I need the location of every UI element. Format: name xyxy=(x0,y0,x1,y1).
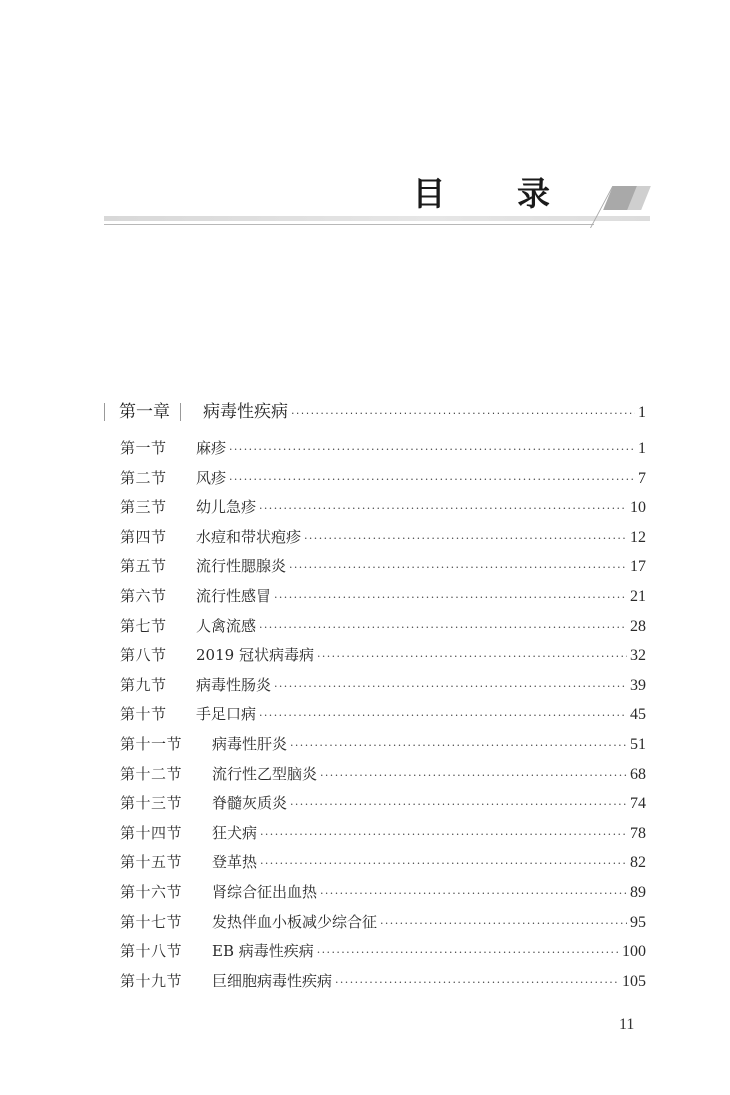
section-number: 第八节 xyxy=(120,646,167,665)
toc-entry[interactable] xyxy=(104,970,646,1000)
section-number: 第十三节 xyxy=(120,794,183,813)
section-page: 51 xyxy=(630,735,646,753)
toc-entry[interactable] xyxy=(104,585,646,615)
section-number: 第十二节 xyxy=(120,764,183,783)
section-title: 病毒性肠炎 xyxy=(196,675,272,694)
toc-entry[interactable] xyxy=(104,733,646,763)
page-title: 目 录 xyxy=(412,174,580,213)
section-page: 89 xyxy=(630,883,646,901)
toc-entry[interactable] xyxy=(104,467,646,497)
section-page: 95 xyxy=(630,913,646,931)
leader-dots xyxy=(304,532,627,545)
header-rule-thick xyxy=(104,216,650,221)
section-page: 74 xyxy=(630,795,646,813)
chapter-entry[interactable] xyxy=(104,397,646,427)
section-title: 发热伴血小板减少综合征 xyxy=(212,912,378,931)
toc-entry[interactable] xyxy=(104,911,646,941)
leader-dots xyxy=(260,857,627,870)
header-rule-thin xyxy=(104,224,594,225)
chapter-bar-left xyxy=(104,403,105,421)
toc-entry[interactable] xyxy=(104,644,646,674)
section-page: 10 xyxy=(630,499,646,517)
section-title: 流行性腮腺炎 xyxy=(196,557,287,576)
section-number: 第一节 xyxy=(120,439,167,457)
section-title: 狂犬病 xyxy=(212,823,258,842)
section-page: 28 xyxy=(630,617,646,635)
leader-dots xyxy=(320,769,627,782)
section-title: 人禽流感 xyxy=(196,616,257,635)
leader-dots xyxy=(290,739,627,752)
section-title: 脊髓灰质炎 xyxy=(212,794,288,813)
section-number: 第四节 xyxy=(120,527,167,546)
section-number: 第十五节 xyxy=(120,853,183,872)
section-number: 第十九节 xyxy=(120,971,183,990)
section-title: 流行性乙型脑炎 xyxy=(212,764,318,783)
section-page: 100 xyxy=(622,943,646,961)
toc-entry[interactable] xyxy=(104,437,646,467)
leader-dots xyxy=(259,709,627,722)
section-page: 45 xyxy=(630,706,646,724)
toc-entry[interactable] xyxy=(104,763,646,793)
toc-entry[interactable] xyxy=(104,615,646,645)
table-of-contents xyxy=(104,397,646,999)
section-title: 病毒性肝炎 xyxy=(212,734,288,753)
leader-dots xyxy=(289,561,627,574)
leader-dots xyxy=(317,650,627,663)
section-page: 105 xyxy=(622,972,646,990)
section-title: 巨细胞病毒性疾病 xyxy=(212,971,333,990)
section-page: 32 xyxy=(630,647,646,665)
leader-dots xyxy=(259,621,627,634)
section-number: 第七节 xyxy=(120,616,167,635)
chapter-number: 第一章 xyxy=(119,402,170,422)
leader-dots xyxy=(380,917,627,930)
section-page: 12 xyxy=(630,528,646,546)
leader-dots xyxy=(260,828,627,841)
leader-dots xyxy=(259,502,627,515)
leader-dots xyxy=(229,473,635,486)
section-title: 幼儿急疹 xyxy=(196,498,257,517)
leader-dots xyxy=(274,591,627,604)
chapter-page: 1 xyxy=(638,404,646,421)
section-title: 登革热 xyxy=(212,853,258,872)
section-number: 第十八节 xyxy=(120,942,183,961)
toc-entry[interactable] xyxy=(104,496,646,526)
section-number: 第十四节 xyxy=(120,823,183,842)
toc-header xyxy=(104,168,650,230)
toc-entry[interactable] xyxy=(104,703,646,733)
section-title: 麻疹 xyxy=(196,439,227,457)
leader-dots xyxy=(317,946,619,959)
chapter-title: 病毒性疾病 xyxy=(203,402,288,422)
section-page: 1 xyxy=(638,440,646,457)
section-number: 第十六节 xyxy=(120,882,183,901)
toc-entry[interactable] xyxy=(104,792,646,822)
section-page: 21 xyxy=(630,587,646,605)
section-number: 第六节 xyxy=(120,586,167,605)
leader-dots xyxy=(291,407,635,420)
section-title: EB 病毒性疾病 xyxy=(212,942,314,961)
section-page: 39 xyxy=(630,676,646,694)
leader-dots xyxy=(290,798,627,811)
section-number: 第十七节 xyxy=(120,912,183,931)
section-number: 第十一节 xyxy=(120,734,183,753)
toc-entry[interactable] xyxy=(104,822,646,852)
leader-dots xyxy=(335,976,619,989)
section-number: 第九节 xyxy=(120,675,167,694)
section-title: 水痘和带状疱疹 xyxy=(196,527,302,546)
page-number: 11 xyxy=(619,1016,635,1033)
section-title: 手足口病 xyxy=(196,705,257,724)
leader-dots xyxy=(229,443,635,456)
toc-entry[interactable] xyxy=(104,674,646,704)
section-page: 78 xyxy=(630,824,646,842)
leader-dots xyxy=(274,680,627,693)
section-number: 第三节 xyxy=(120,498,167,517)
section-number: 第十节 xyxy=(120,705,167,724)
section-title: 风疹 xyxy=(196,468,227,487)
toc-entry[interactable] xyxy=(104,881,646,911)
section-page: 7 xyxy=(638,469,646,487)
toc-entry[interactable] xyxy=(104,940,646,970)
section-page: 82 xyxy=(630,854,646,872)
toc-entry[interactable] xyxy=(104,526,646,556)
section-page: 68 xyxy=(630,765,646,783)
section-number: 第二节 xyxy=(120,468,167,487)
section-title: 肾综合征出血热 xyxy=(212,882,318,901)
section-page: 17 xyxy=(630,558,646,576)
chapter-bar-right xyxy=(180,403,181,421)
toc-entry[interactable] xyxy=(104,851,646,881)
section-number: 第五节 xyxy=(120,557,167,576)
leader-dots xyxy=(320,887,627,900)
section-title: 流行性感冒 xyxy=(196,586,272,605)
section-title: 2019 冠状病毒病 xyxy=(196,646,314,665)
toc-entry[interactable] xyxy=(104,555,646,585)
